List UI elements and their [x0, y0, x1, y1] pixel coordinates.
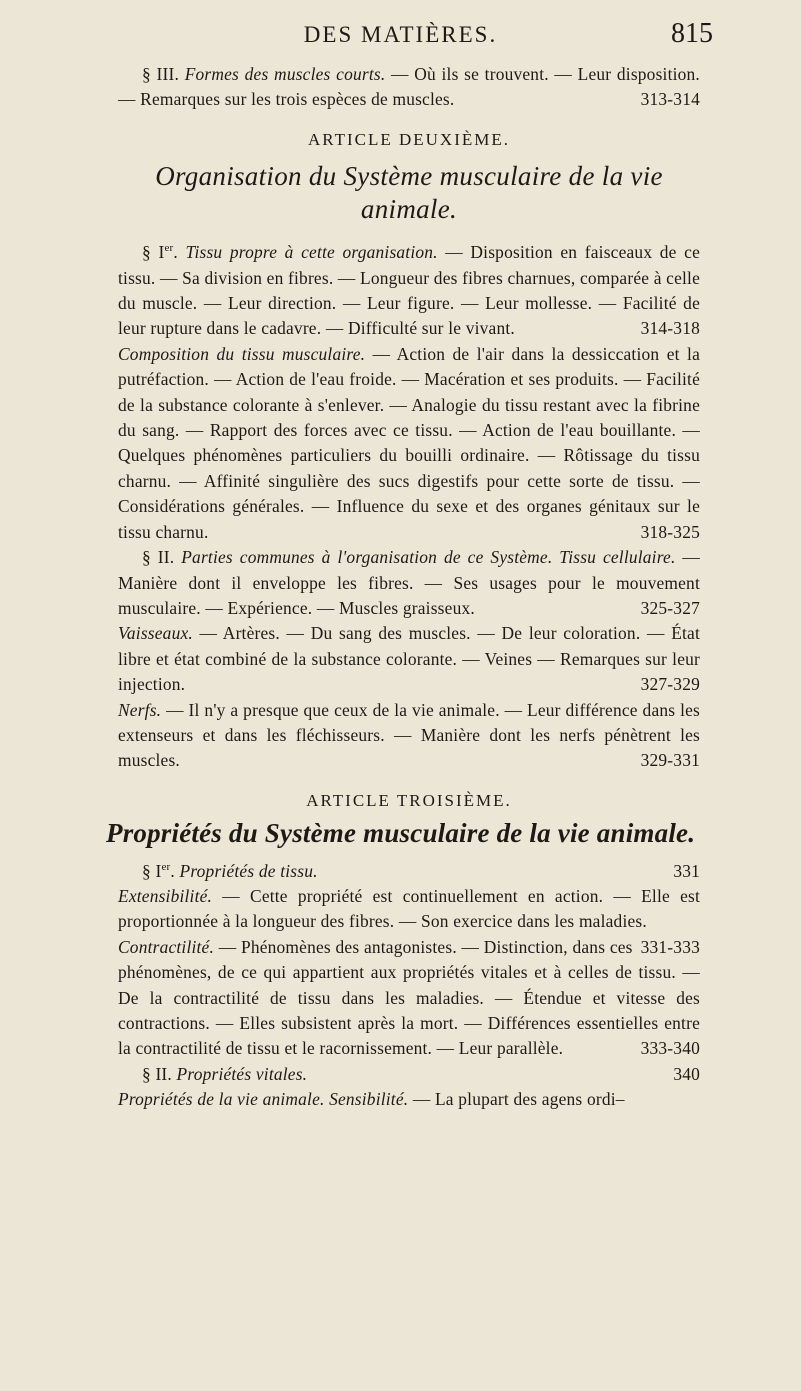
entry-text: — Où ils se trouvent. — Leur disposition. — Remarques sur les trois espèces de muscles.	[118, 64, 700, 110]
article-heading: ARTICLE DEUXIÈME.	[307, 129, 510, 149]
entry-text: — La plupart des agens ordi–	[408, 1089, 625, 1110]
section-label: § Ier.	[142, 242, 178, 263]
entry-text: — Manière dont il enveloppe les fibres. — Ses usages pour le mouvement musculaire. — Expérience. — Muscles graisseux.	[118, 547, 700, 618]
entry-section-1-tissu	[118, 240, 700, 342]
entry-title: Composition du tissu musculaire.	[118, 343, 366, 364]
entry-title: Parties communes à l'organisation de ce Système. Tissu cellulaire.	[181, 547, 676, 568]
entry-title: Formes des muscles courts.	[184, 64, 386, 84]
section-label: § II.	[142, 1063, 172, 1084]
page-range: 325-327	[640, 597, 700, 618]
entry-text: — Disposition en faisceaux de ce tissu. — Sa division en fibres. — Longueur des fibres charnues, comparée à celle du muscle. — Leur direction. — Leur figure. — Leur mollesse. — Facilité de leur rupture dans le cadavre. — Difficulté sur le vivant.	[118, 242, 700, 339]
article-heading: ARTICLE TROISIÈME.	[306, 790, 512, 810]
entry-section-3-formes	[118, 62, 700, 113]
section-label: § II.	[142, 547, 175, 568]
page-range: 331	[673, 860, 700, 881]
entry-text: — Il n'y a presque que ceux de la vie animale. — Leur différence dans les extenseurs et dans les fléchisseurs. — Manière dont les nerfs pénètrent les muscles.	[118, 699, 700, 771]
entry-title: Propriétés de la vie animale. Sensibilité.	[118, 1089, 409, 1110]
page-range: 329-331	[640, 750, 700, 771]
page-range: 331-333	[640, 936, 700, 957]
entry-title: Propriétés de tissu.	[179, 860, 318, 881]
entry-section-2-proprietes-vitales	[118, 1062, 700, 1087]
entry-text: — Cette propriété est continuellement en action. — Elle est proportionnée à la longueur des fibres. — Son exercice dans les maladies.	[118, 885, 700, 932]
table-of-contents	[106, 62, 700, 1113]
page-range: 313-314	[640, 89, 700, 110]
page-range: 318-325	[640, 521, 700, 542]
entry-title: Tissu propre à cette organisation.	[185, 242, 438, 263]
page-number: 815	[671, 18, 713, 49]
entry-text: — Action de l'air dans la dessiccation et la putréfaction. — Action de l'eau froide. — Macération et ses produits. — Facilité de la substance colorante à s'enlever. — Analogie du tissu restant avec la fibrine du sang. — Rapport des forces avec ce tissu. — Action de l'eau bouillante. — Quelques phénomènes particuliers du bouilli ordinaire. — Rôtissage du tissu charnu. — Affinité singulière des sucs digestifs pour cette sorte de tissu. — Considérations générales. — Influence du sexe et des organes génitaux sur le tissu charnu.	[118, 343, 700, 542]
entry-contractilite	[118, 935, 700, 1062]
article-title: Propriétés du Système musculaire de la vie animale.	[106, 818, 696, 849]
page-header	[0, 16, 801, 56]
entry-title: Nerfs.	[118, 699, 162, 720]
page-range: 314-318	[640, 318, 700, 339]
running-title: DES MATIÈRES.	[303, 22, 498, 47]
entry-text: — Phénomènes des antagonistes. — Distinction, dans ces phénomènes, de ce qui appartient aux propriétés vitales et à celles de tissu. — De la contractilité de tissu dans les maladies. — Étendue et vitesse des contractions. — Elles subsistent après la mort. — Différences essentielles entre la contractilité de tissu et le racornissement. — Leur parallèle.	[118, 936, 700, 1059]
entry-sensibilite	[118, 1087, 700, 1112]
entry-text: — Artères. — Du sang des muscles. — De leur coloration. — État libre et état combiné de la substance colorante. — Veines — Remarques sur leur injection.	[118, 623, 700, 695]
page-range: 340	[673, 1063, 700, 1084]
entry-title: Vaisseaux.	[118, 623, 193, 644]
page-range: 333-340	[640, 1038, 700, 1059]
entry-vaisseaux	[118, 621, 700, 697]
entry-nerfs	[118, 698, 700, 774]
section-label: § Ier.	[142, 860, 175, 881]
entry-composition	[118, 342, 700, 545]
section-label: § III.	[142, 64, 180, 84]
article-title: Organisation du Système musculaire de la vie animale.	[155, 161, 663, 225]
entry-section-1-proprietes-tissu	[118, 859, 700, 884]
page-range: 327-329	[640, 674, 700, 695]
entry-section-2-parties	[118, 545, 700, 621]
entry-title: Contractilité.	[118, 936, 215, 957]
entry-title: Extensibilité.	[118, 885, 213, 906]
entry-title: Propriétés vitales.	[176, 1063, 308, 1084]
